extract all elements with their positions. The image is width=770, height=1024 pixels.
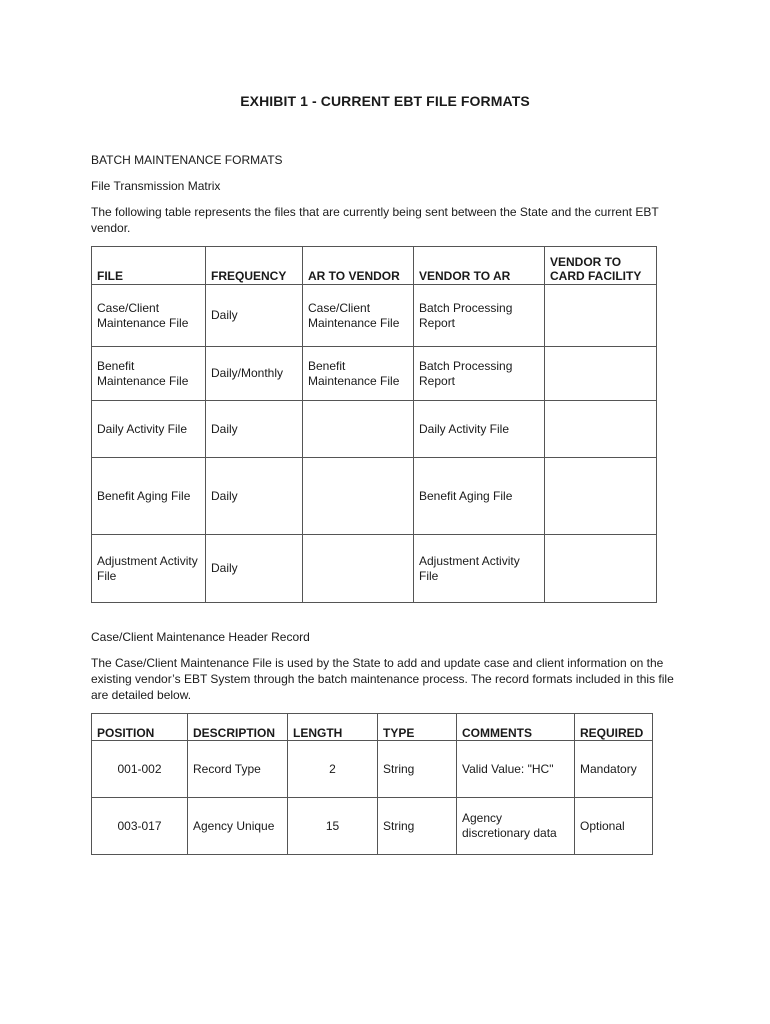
table-row — [92, 285, 657, 347]
column-header: COMMENTS — [457, 714, 575, 741]
table-cell: Adjustment Activity File — [92, 535, 206, 603]
table-cell: Daily — [206, 458, 303, 535]
table-cell: Daily Activity File — [92, 401, 206, 458]
table-cell: 15 — [288, 798, 378, 855]
column-header: POSITION — [92, 714, 188, 741]
table-cell — [303, 535, 414, 603]
table-cell: Mandatory — [575, 741, 653, 798]
header-record-heading: Case/Client Maintenance Header Record — [91, 630, 310, 644]
table-cell — [303, 458, 414, 535]
intro-paragraph: The following table represents the files that are currently being sent between the State and the current EBT vendor. — [91, 205, 659, 235]
table-cell — [303, 401, 414, 458]
table-cell: String — [378, 798, 457, 855]
table-row — [92, 458, 657, 535]
table-cell — [545, 401, 657, 458]
table-cell: Case/Client Maintenance File — [92, 285, 206, 347]
header-record-table — [91, 713, 653, 855]
column-header: FREQUENCY — [206, 247, 303, 285]
table-row — [92, 401, 657, 458]
table-cell: Agency discretionary data — [457, 798, 575, 855]
table-header-row — [92, 247, 657, 285]
header-record-description: The Case/Client Maintenance File is used by the State to add and update case and client information on the existing vendor’s EBT System through the batch maintenance process. The record formats included in this file are detailed below. — [91, 656, 674, 702]
column-header: DESCRIPTION — [188, 714, 288, 741]
table-cell: Benefit Maintenance File — [303, 347, 414, 401]
table-cell: Adjustment Activity File — [414, 535, 545, 603]
column-header: VENDOR TO CARD FACILITY — [545, 247, 657, 285]
column-header: VENDOR TO AR — [414, 247, 545, 285]
table-cell: 001-002 — [92, 741, 188, 798]
table-cell: Daily — [206, 401, 303, 458]
table-cell: Optional — [575, 798, 653, 855]
column-header: TYPE — [378, 714, 457, 741]
table-cell: Case/Client Maintenance File — [303, 285, 414, 347]
column-header: LENGTH — [288, 714, 378, 741]
table-cell: String — [378, 741, 457, 798]
table-cell: Benefit Aging File — [92, 458, 206, 535]
table-cell — [545, 347, 657, 401]
table-cell: 003-017 — [92, 798, 188, 855]
table-cell: Daily/Monthly — [206, 347, 303, 401]
table-cell: Benefit Aging File — [414, 458, 545, 535]
table-cell: Daily Activity File — [414, 401, 545, 458]
table-cell: Agency Unique — [188, 798, 288, 855]
page-title: EXHIBIT 1 - CURRENT EBT FILE FORMATS — [240, 93, 530, 109]
table-cell: Valid Value: "HC" — [457, 741, 575, 798]
table-cell — [545, 535, 657, 603]
table-row — [92, 347, 657, 401]
table-row — [92, 798, 653, 855]
table-cell: Batch Processing Report — [414, 285, 545, 347]
subheading: File Transmission Matrix — [91, 179, 221, 193]
column-header: AR TO VENDOR — [303, 247, 414, 285]
column-header: FILE — [92, 247, 206, 285]
table-cell — [545, 458, 657, 535]
column-header: REQUIRED — [575, 714, 653, 741]
table-cell: Daily — [206, 535, 303, 603]
table-row — [92, 535, 657, 603]
table-row — [92, 741, 653, 798]
table-cell: Benefit Maintenance File — [92, 347, 206, 401]
table-cell — [545, 285, 657, 347]
table-cell: Record Type — [188, 741, 288, 798]
table-cell: Batch Processing Report — [414, 347, 545, 401]
table-header-row — [92, 714, 653, 741]
table-cell: Daily — [206, 285, 303, 347]
section-heading: BATCH MAINTENANCE FORMATS — [91, 153, 283, 167]
file-transmission-matrix — [91, 246, 657, 603]
table-cell: 2 — [288, 741, 378, 798]
